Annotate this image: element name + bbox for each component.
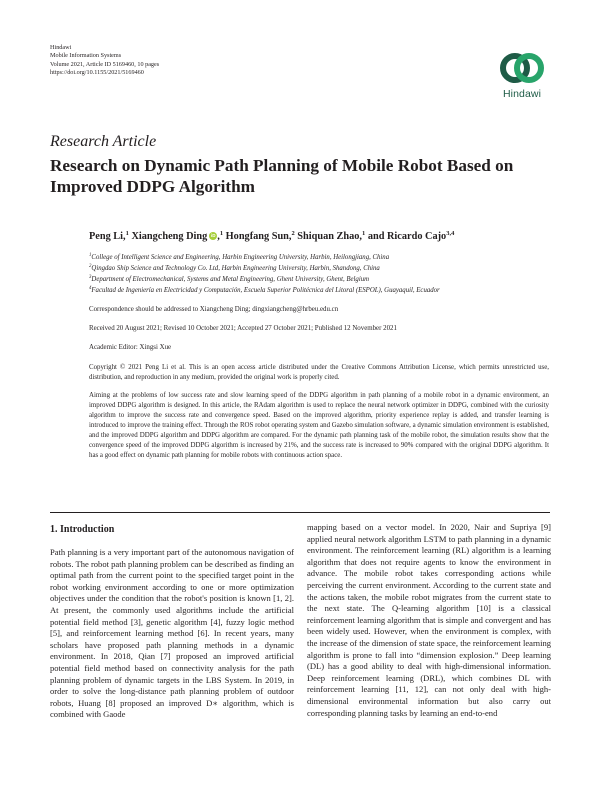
affiliation-line: $^4$Facultad de Ingeniería en Electricidad y Computación, Escuela Superior Politécnica del Litoral (ESPOL), Guayaquil, Ecuador	[89, 286, 440, 294]
section-heading: 1. Introduction	[50, 524, 115, 535]
author-name[interactable]: and Ricardo Cajo	[365, 231, 447, 242]
logo-wordmark: Hindawi	[502, 88, 542, 100]
affiliation-line: $^2$Qingdao Ship Science and Technology Co. Ltd, Harbin Engineering University, Harbin, Shandong, China	[89, 264, 380, 272]
body-column-left: Path planning is a very important part of the autonomous navigation of robots. The robot path planning problem can be described as finding an optimal path from the current point to the specified target point in the robot working environment according to one or more optimization objectives under the condition that the robot's position is known [1, 2]. At present, the commonly used algorithms include the artificial potential field method [3], genetic algorithm [4], fuzzy logic method [5], and reinforcement learning method [6]. In recent years, many scholars have proposed path planning methods in a dynamic environment. In 2018, Qian [7] proposed an improved artificial potential field method based on connectivity analysis for the path planning problem of dynamic targets in the LBS System. In 2019, in order to solve the long-distance path planning problem of outdoor robots, Huang [8] proposed an improved D∗ algorithm, which is combined with Gaode	[50, 547, 294, 720]
author-name[interactable]: Shiquan Zhao,	[294, 231, 362, 242]
orcid-icon[interactable]	[209, 232, 217, 240]
affiliation-marker: 3,4	[446, 230, 455, 237]
volume-info: Volume 2021, Article ID 5169460, 10 pages	[50, 60, 160, 68]
journal-name: Mobile Information Systems	[50, 52, 122, 60]
hindawi-logo-icon	[498, 50, 546, 86]
affiliation-marker: 2	[291, 230, 295, 237]
copyright-notice: Copyright © 2021 Peng Li et al. This is an open access article distributed under the Creative Commons Attribution License, which permits unrestricted use, distribution, and reproduction in any medium, provided the original work is properly cited.	[89, 364, 549, 381]
author-name[interactable]: Xiangcheng Ding	[128, 231, 208, 242]
article-type: Research Article	[50, 133, 157, 150]
affiliation-line: $^3$Department of Electromechanical, Systems and Metal Engineering, Ghent University, Ghent, Belgium	[89, 275, 370, 283]
affiliation-marker: 1	[362, 230, 366, 237]
affiliation-marker: 1	[219, 230, 224, 237]
author-name[interactable]: Peng Li,	[89, 231, 126, 242]
hindawi-logo	[492, 50, 552, 104]
journal-header	[50, 44, 159, 77]
academic-editor: Academic Editor: Xingsi Xue	[89, 344, 172, 351]
correspondence-line: Correspondence should be addressed to Xiangcheng Ding; dingxiangcheng@hrbeu.edu.cn	[89, 306, 339, 313]
paper-title: Research on Dynamic Path Planning of Mobile Robot Based on Improved DDPG Algorithm	[50, 156, 514, 196]
doi-link[interactable]: https://doi.org/10.1155/2021/5169460	[50, 68, 144, 76]
abstract-text: Aiming at the problems of low success rate and slow learning speed of the DDPG algorithm in path planning of a mobile robot in a dynamic environment, an improved DDPG algorithm is designed. In this article, the RAdam algorithm is used to replace the neural network optimizer in DDPG, combined with the curiosity algorithm to improve the success rate and convergence speed. Based on the improved algorithm, priority experience replay is added, and transfer learning is introduced to improve the training effect. Through the ROS robot operating system and Gazebo simulation software, a dynamic simulation environment is established, and the improved DDPG algorithm and DDPG algorithm are compared. For the dynamic path planning task of the mobile robot, the simulation results show that the convergence speed of the improved DDPG algorithm is increased by 21%, and the success rate is increased to 90% compared with the original DDPG algorithm. It has a good effect on dynamic path planning for mobile robots with continuous action space.	[89, 392, 549, 459]
body-column-right: mapping based on a vector model. In 2020, Nair and Supriya [9] applied neural network algorithm LSTM to path planning in a dynamic environment. The reinforcement learning (RL) algorithm is a learning algorithm that does not require agents to know the environment in advance. The mobile robot takes corresponding actions while perceiving the current environment. According to the current state and the actions taken, the mobile robot migrates from the current state to the next state. The Q-learning algorithm [10] is a classical reinforcement learning algorithm that is simple and convergent and has been widely used. However, when the environment is complex, with the increase of the dimension of state space, the reinforcement learning algorithm is prone to fall into “dimension explosion.” Deep learning (DL) has a good ability to deal with high-dimensional information. Deep reinforcement learning (DRL), which combines DL with reinforcement learning [11, 12], can not only deal with high-dimensional environmental information but also carry out corresponding planning tasks by learning an end-to-end	[307, 522, 551, 718]
affiliation-line: $^1$College of Intelligent Science and Engineering, Harbin Engineering University, Harbin, Heilongjiang, China	[89, 253, 390, 261]
publisher-name: Hindawi	[50, 44, 72, 51]
dates-line: Received 20 August 2021; Revised 10 October 2021; Accepted 27 October 2021; Published 12 November 2021	[89, 325, 397, 332]
author-name[interactable]: Hongfang Sun,	[223, 231, 292, 242]
author-list: Peng Li,$^1$ Xiangcheng DingiD ,$^1$ Hongfang Sun,$^2$ Shiquan Zhao,$^1$ and Ricardo Cajo$^{3,4}$	[89, 230, 529, 242]
section-divider	[50, 512, 550, 513]
affiliation-marker: 1	[125, 230, 129, 237]
